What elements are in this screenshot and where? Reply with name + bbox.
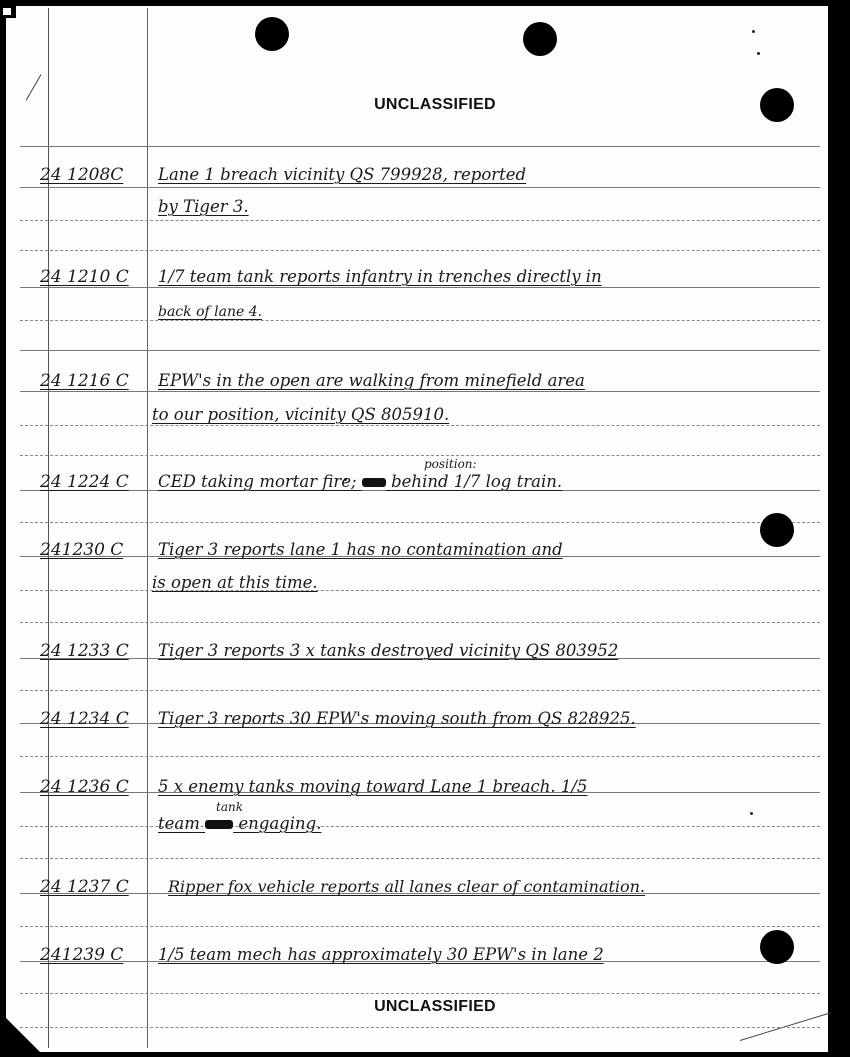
entry-text: 1/5 team mech has approximately 30 EPW's in lane 2 [158, 945, 604, 964]
rule-line [20, 146, 820, 147]
punch-hole [523, 22, 557, 56]
rule-line [20, 250, 820, 251]
rule-line [20, 455, 820, 456]
entry-time: 24 1208C [40, 165, 124, 185]
entry-text-continued: is open at this time. [152, 573, 318, 592]
entry-text: 5 x enemy tanks moving toward Lane 1 breach. 1/5 [158, 777, 588, 796]
rule-line [20, 756, 820, 757]
entry-time: 24 1234 C [40, 709, 129, 729]
entry-text: 1/7 team tank reports infantry in trenches directly in [158, 267, 602, 286]
rule-line [20, 391, 820, 392]
rule-line [20, 622, 820, 623]
rule-line [20, 522, 820, 523]
rule-line [20, 425, 820, 426]
inserted-word: tank [216, 800, 243, 814]
classification-footer: UNCLASSIFIED [374, 998, 496, 1015]
scan-border-left [0, 0, 6, 1057]
entry-time: 24 1224 C [40, 472, 129, 492]
entry-text: Tiger 3 reports lane 1 has no contamination and [158, 540, 563, 559]
entry-time: 24 1236 C [40, 777, 129, 797]
struck-out-word [362, 478, 386, 487]
punch-hole [255, 17, 289, 51]
scan-border-top [0, 0, 850, 6]
entry-text: Tiger 3 reports 3 x tanks destroyed vicinity QS 803952 [158, 641, 619, 660]
rule-line [20, 287, 820, 288]
scan-speck [757, 52, 760, 55]
rule-line [20, 320, 820, 321]
rule-line [20, 690, 820, 691]
rule-line [20, 993, 820, 994]
entry-time: 241230 C [40, 540, 124, 560]
entry-text-continued: to our position, vicinity QS 805910. [152, 405, 450, 424]
scan-border-right [828, 0, 850, 1057]
scan-corner [0, 1012, 45, 1057]
entry-time: 241239 C [40, 945, 124, 965]
rule-line [20, 858, 820, 859]
scan-border-bottom [0, 1052, 850, 1057]
entry-time: 24 1233 C [40, 641, 129, 661]
entry-text-part: behind 1/7 log train. [391, 472, 563, 491]
rule-line [20, 187, 820, 188]
entry-time: 24 1237 C [40, 877, 129, 897]
entry-text-part: team [158, 814, 200, 833]
scan-speck [752, 30, 755, 33]
scan-corner-mark [0, 0, 16, 18]
entry-time: 24 1210 C [40, 267, 129, 287]
entry-time: 24 1216 C [40, 371, 129, 391]
entry-text-continued [158, 814, 818, 833]
entry-text-continued: back of lane 4. [158, 304, 263, 320]
entry-text: Ripper fox vehicle reports all lanes clear of contamination. [168, 877, 646, 896]
entry-text [158, 472, 818, 491]
entry-text-continued: by Tiger 3. [158, 197, 249, 216]
entry-text-part: engaging. [238, 814, 322, 833]
rule-line [20, 1027, 820, 1028]
rule-line [20, 350, 820, 351]
inserted-word: position: [424, 457, 477, 471]
rule-line [20, 926, 820, 927]
struck-out-word [205, 820, 233, 829]
entry-text: EPW's in the open are walking from minefield area [158, 371, 585, 390]
rule-line [20, 220, 820, 221]
entry-text: Tiger 3 reports 30 EPW's moving south from QS 828925. [158, 709, 636, 728]
entry-text-part: CED taking mortar fire; [158, 472, 357, 491]
entry-text: Lane 1 breach vicinity QS 799928, reported [158, 165, 527, 184]
classification-header: UNCLASSIFIED [374, 96, 496, 113]
